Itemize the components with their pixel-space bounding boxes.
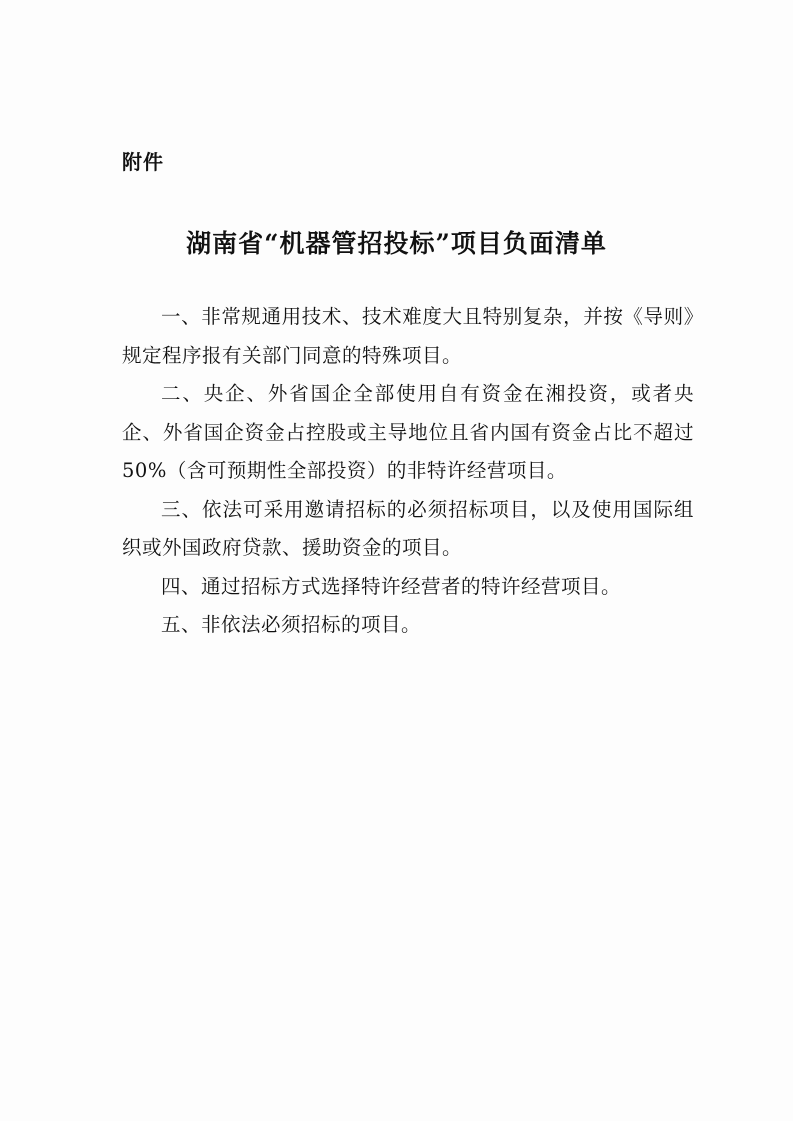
list-item: 三、依法可采用邀请招标的必须招标项目，以及使用国际组织或外国政府贷款、援助资金的项目。 [122, 497, 694, 559]
list-item: 五、非依法必须招标的项目。 [161, 613, 422, 636]
list-item: 四、通过招标方式选择特许经营者的特许经营项目。 [161, 574, 622, 598]
document-body [122, 298, 694, 645]
list-item: 二、央企、外省国企全部使用自有资金在湘投资，或者央企、外省国企资金占控股或主导地位且省内国有资金占比不超过50%（含可预期性全部投资）的非特许经营项目。 [122, 382, 694, 482]
document-title: 湖南省“机器管招投标”项目负面清单 [186, 229, 607, 258]
list-item: 一、非常规通用技术、技术难度大且特别复杂，并按《导则》规定程序报有关部门同意的特殊项目。 [122, 305, 694, 367]
attachment-label: 附件 [122, 150, 164, 174]
